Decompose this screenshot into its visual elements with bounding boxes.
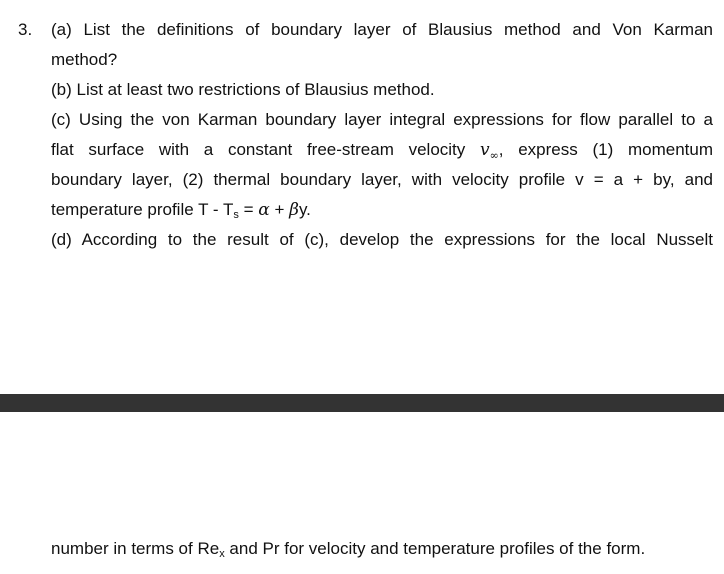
part-c-line-3: boundary layer, (2) thermal boundary layer, with velocity profile v = a + by, and	[51, 170, 713, 189]
part-c-line-2-rest: , express (1) momentum	[498, 140, 713, 159]
part-a-line-2: method?	[51, 50, 118, 69]
part-d-continuation: number in terms of $Re_x$ and Pr for velocity and temperature profiles of the form.	[51, 539, 646, 560]
part-c-line-1: (c) Using the von Karman boundary layer integral expressions for flow parallel to a	[51, 110, 713, 129]
part-c-line-4: temperature profile $T - T_s = \alpha + \beta y$.	[51, 200, 311, 221]
alpha-symbol: α	[258, 200, 270, 220]
part-c-line-2-text: flat surface with a constant free-stream velocity	[51, 140, 466, 159]
part-b-text: (b) List at least two restrictions of Blausius method.	[51, 80, 435, 99]
beta-symbol: β	[289, 200, 299, 220]
page-break-divider	[0, 394, 724, 412]
part-d-line-1: (d) According to the result of (c), develop the expressions for the local Nusselt	[51, 230, 713, 249]
part-c-line-2	[51, 138, 713, 162]
free-stream-velocity-symbol: $v_\infty$	[480, 140, 499, 162]
part-a-line-1: (a) List the definitions of boundary layer of Blausius method and Von Karman	[51, 20, 713, 39]
question-number: 3.	[18, 20, 33, 39]
